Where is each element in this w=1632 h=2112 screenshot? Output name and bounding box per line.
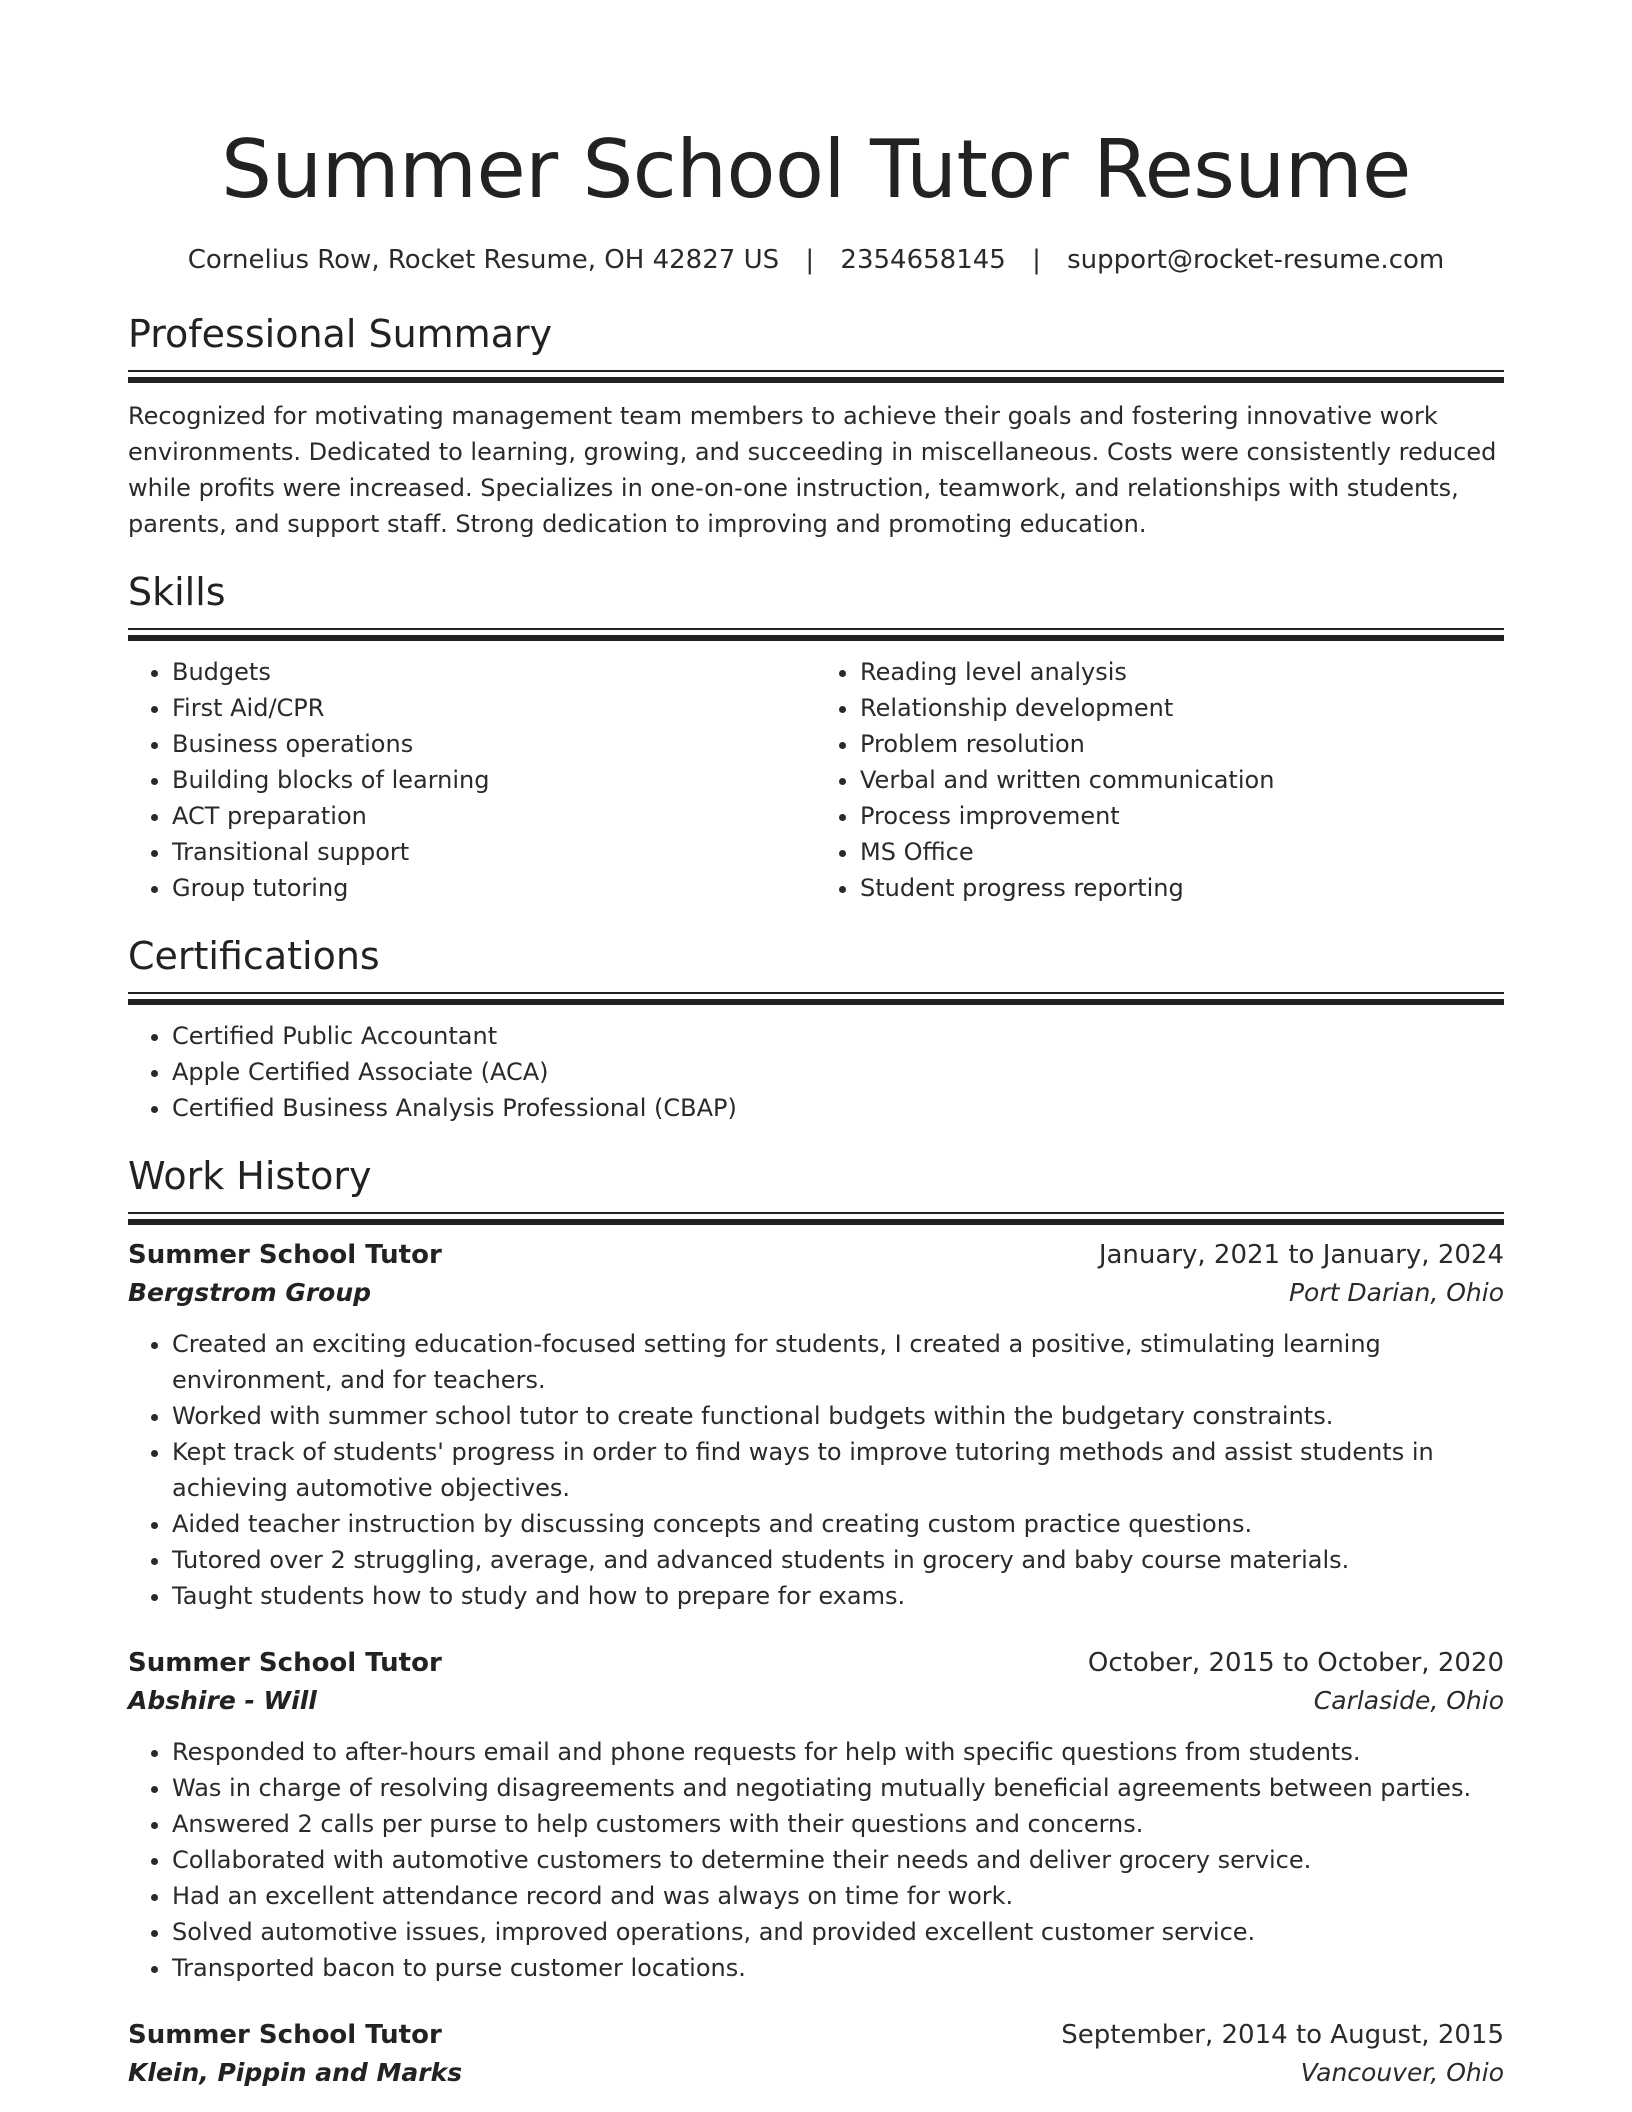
job-location: Port Darian, Ohio	[1288, 1278, 1504, 1307]
job-location: Carlaside, Ohio	[1313, 1686, 1504, 1715]
resume-title: Summer School Tutor Resume	[221, 123, 1411, 216]
job-bullet: • Transported bacon to purse customer locations.	[172, 1950, 1504, 1986]
job-bullet: • Had an excellent attendance record and was always on time for work.	[172, 1878, 1504, 1914]
job-bullet: • Worked with summer school tutor to create functional budgets within the budgetary constraints.	[172, 1398, 1504, 1434]
skills-list-right	[816, 654, 1504, 906]
work-history-section	[128, 1152, 1504, 2092]
job-bullet: • Aided teacher instruction by discussing concepts and creating custom practice questions.	[172, 1506, 1504, 1542]
job-dates: September, 2014 to August, 2015	[1061, 2020, 1504, 2050]
job-bullet: • Created an exciting education-focused setting for students, I created a positive, stimulating learning environment, and for teachers.	[172, 1326, 1504, 1398]
skills-section	[128, 568, 1504, 906]
job-dates: October, 2015 to October, 2020	[1087, 1648, 1504, 1678]
resume-page	[128, 0, 1504, 2112]
skill-item: • Budgets	[172, 654, 816, 690]
contact-separator: |	[1032, 245, 1041, 275]
section-heading-summary: Professional Summary	[128, 312, 553, 356]
job-bullet-list	[128, 1734, 1504, 1986]
skill-item: • First Aid/CPR	[172, 690, 816, 726]
job-title: Summer School Tutor	[128, 2020, 442, 2050]
section-divider	[128, 992, 1504, 994]
job-subheader	[128, 1274, 1504, 1312]
job-company: Bergstrom Group	[128, 1278, 372, 1307]
skill-item: • Problem resolution	[860, 726, 1504, 762]
skills-column-right	[816, 654, 1504, 906]
job-bullet: • Answered 2 calls per purse to help customers with their questions and concerns.	[172, 1806, 1504, 1842]
job-dates: January, 2021 to January, 2024	[1098, 1240, 1504, 1270]
job-title: Summer School Tutor	[128, 1240, 442, 1270]
certification-item: • Certified Public Accountant	[172, 1018, 1504, 1054]
job-entry	[128, 2016, 1504, 2092]
skill-item: • Business operations	[172, 726, 816, 762]
certification-item: • Certified Business Analysis Professional (CBAP)	[172, 1090, 1504, 1126]
skill-item: • Relationship development	[860, 690, 1504, 726]
job-entry	[128, 1644, 1504, 1986]
job-bullet-list	[128, 1326, 1504, 1614]
skill-item: • Reading level analysis	[860, 654, 1504, 690]
contact-phone: 2354658145	[840, 245, 1006, 275]
job-entry	[128, 1236, 1504, 1614]
job-bullet: • Was in charge of resolving disagreements and negotiating mutually beneficial agreements between parties.	[172, 1770, 1504, 1806]
job-subheader	[128, 2054, 1504, 2092]
contact-address: Cornelius Row, Rocket Resume, OH 42827 US	[187, 245, 780, 275]
job-location: Vancouver, Ohio	[1300, 2058, 1504, 2087]
job-title: Summer School Tutor	[128, 1648, 442, 1678]
job-header	[128, 2016, 1504, 2054]
skill-item: • Transitional support	[172, 834, 816, 870]
contact-line	[128, 244, 1504, 276]
certifications-list	[128, 1018, 1504, 1126]
skills-column-left	[128, 654, 816, 906]
section-divider	[128, 370, 1504, 372]
skills-list-left	[128, 654, 816, 906]
section-heading-work-history: Work History	[128, 1154, 372, 1198]
skill-item: • Building blocks of learning	[172, 762, 816, 798]
skill-item: • MS Office	[860, 834, 1504, 870]
job-bullet: • Collaborated with automotive customers to determine their needs and deliver grocery service.	[172, 1842, 1504, 1878]
section-heading-certifications: Certifications	[128, 934, 380, 978]
job-header	[128, 1644, 1504, 1682]
skills-columns	[128, 654, 1504, 906]
section-heading-skills: Skills	[128, 570, 226, 614]
skill-item: • ACT preparation	[172, 798, 816, 834]
certifications-section	[128, 932, 1504, 1126]
contact-separator: |	[805, 245, 815, 275]
job-bullet: • Kept track of students' progress in order to find ways to improve tutoring methods and assist students in achieving automotive objectives.	[172, 1434, 1504, 1506]
skill-item: • Verbal and written communication	[860, 762, 1504, 798]
job-subheader	[128, 1682, 1504, 1720]
section-divider	[128, 628, 1504, 630]
contact-email: support@rocket-resume.com	[1067, 245, 1445, 275]
summary-section	[128, 310, 1504, 542]
skill-item: • Process improvement	[860, 798, 1504, 834]
job-company: Abshire - Will	[128, 1686, 317, 1715]
skill-item: • Group tutoring	[172, 870, 816, 906]
job-bullet: • Responded to after-hours email and phone requests for help with specific questions from students.	[172, 1734, 1504, 1770]
skill-item: • Student progress reporting	[860, 870, 1504, 906]
summary-text: Recognized for motivating management team members to achieve their goals and fostering innovative work environments. Dedicated to learning, growing, and succeeding in miscellaneous. Costs were consistently reduced while profits were increased. Specializes in one-on-one instruction, teamwork, and relationships with students, parents, and support staff. Strong dedication to improving and promoting education.	[128, 402, 1497, 538]
job-company: Klein, Pippin and Marks	[128, 2058, 463, 2087]
certification-item: • Apple Certified Associate (ACA)	[172, 1054, 1504, 1090]
job-header	[128, 1236, 1504, 1274]
job-bullet: • Taught students how to study and how to prepare for exams.	[172, 1578, 1504, 1614]
job-bullet: • Solved automotive issues, improved operations, and provided excellent customer service.	[172, 1914, 1504, 1950]
job-bullet: • Tutored over 2 struggling, average, and advanced students in grocery and baby course materials.	[172, 1542, 1504, 1578]
section-divider	[128, 1212, 1504, 1214]
